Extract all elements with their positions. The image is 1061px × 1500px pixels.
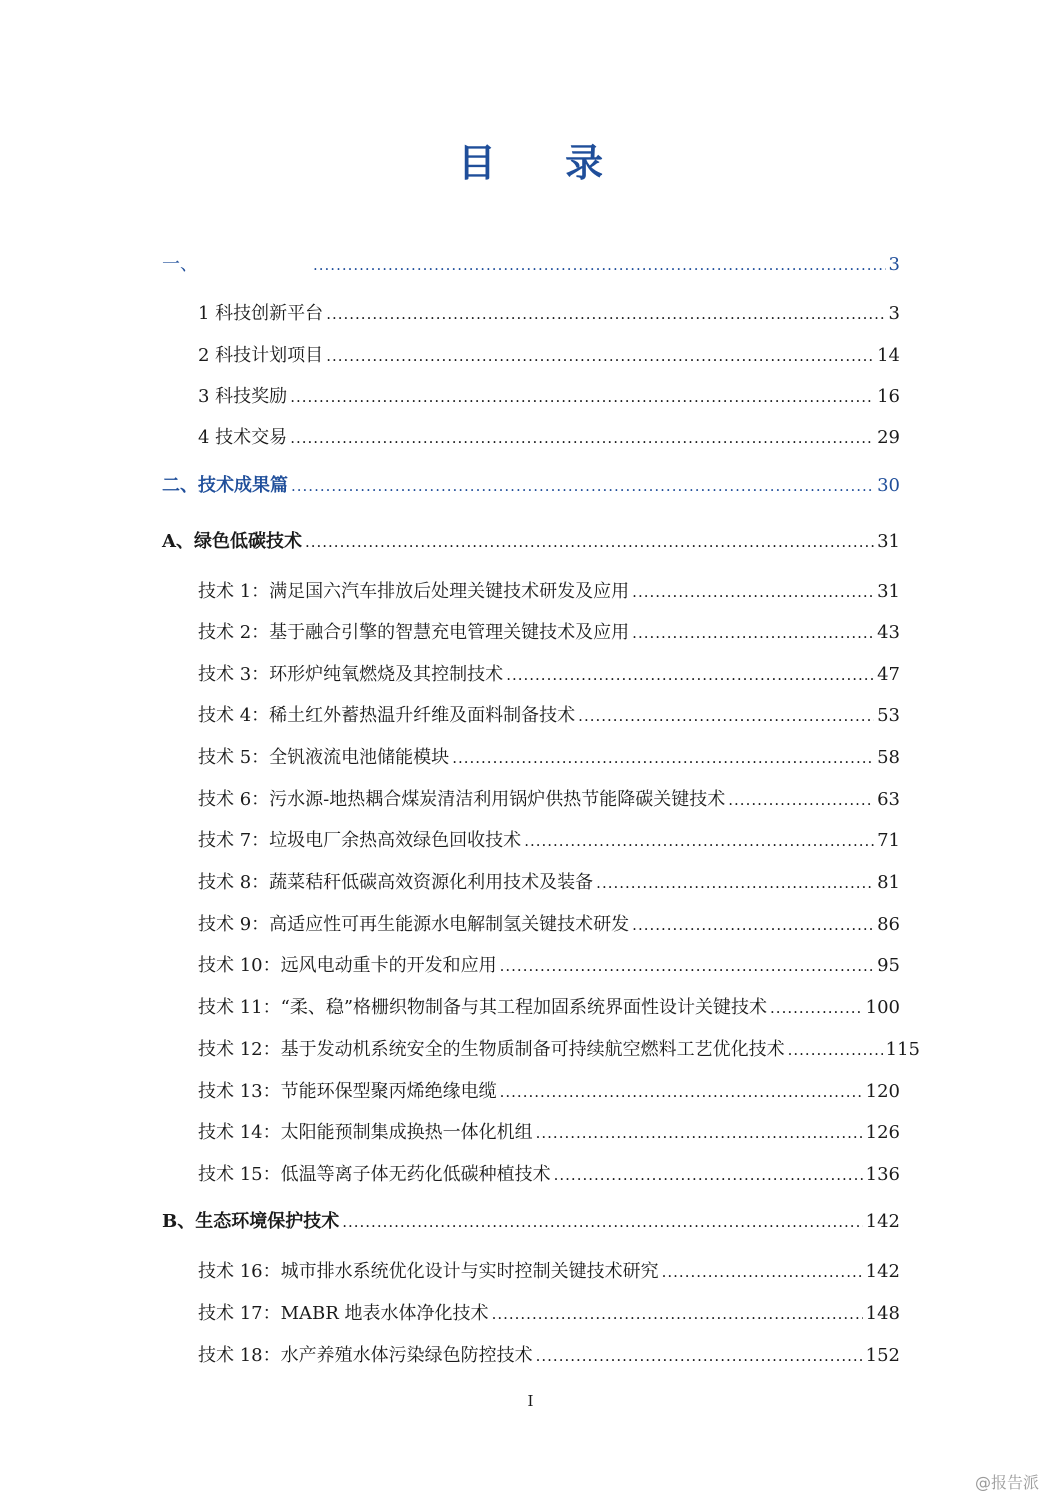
toc-tech-item[interactable] [198, 993, 900, 1019]
toc-leader-dots [578, 707, 874, 725]
toc-entry-label: 技术 6：污水源-地热耦合煤炭清洁利用锅炉供热节能降碳关键技术 [198, 789, 726, 810]
toc-tech-item[interactable] [198, 701, 900, 727]
toc-page-number: 115 [885, 1039, 920, 1060]
toc-category-a[interactable] [162, 527, 900, 553]
toc-tech-item[interactable] [198, 785, 900, 811]
toc-entry-label: 技术 9：高适应性可再生能源水电解制氢关键技术研发 [198, 914, 630, 935]
toc-entry-label: 技术 8：蔬菜秸秆低碳高效资源化利用技术及装备 [198, 872, 594, 893]
toc-tech-item[interactable] [198, 1257, 900, 1283]
toc-tech-item[interactable] [198, 826, 900, 852]
toc-page-number: 3 [888, 303, 900, 324]
toc-leader-dots [305, 533, 874, 551]
toc-section-2[interactable] [162, 471, 900, 497]
toc-leader-dots [290, 429, 874, 447]
toc-section-1[interactable] [162, 250, 900, 276]
toc-leader-dots [452, 749, 874, 767]
toc-tech-item[interactable] [198, 910, 900, 936]
toc-leader-dots [291, 477, 874, 495]
toc-leader-dots [290, 388, 874, 406]
toc-entry-label: 技术 11：“柔、稳”格栅织物制备与其工程加固系统界面性设计关键技术 [198, 997, 768, 1018]
toc-entry-label: 4 技术交易 [198, 427, 288, 448]
toc-page-number: 120 [865, 1081, 900, 1102]
toc-leader-dots [342, 1213, 862, 1231]
toc-leader-dots [326, 347, 874, 365]
toc-entry-label: 二、技术成果篇 [162, 475, 288, 496]
toc-sub-item[interactable] [198, 423, 900, 449]
toc-leader-dots [536, 1347, 863, 1365]
toc-page-number: 14 [877, 345, 900, 366]
toc-page-number: 63 [877, 789, 900, 810]
toc-page-number: 148 [865, 1303, 900, 1324]
toc-page-number: 30 [877, 475, 900, 496]
toc-page-number: 152 [865, 1345, 900, 1366]
toc-page-number: 16 [877, 386, 900, 407]
toc-leader-dots [596, 874, 874, 892]
toc-page-number: 43 [877, 622, 900, 643]
toc-tech-item[interactable] [198, 660, 900, 686]
toc-entry-label: 技术 3：环形炉纯氧燃烧及其控制技术 [198, 664, 504, 685]
toc-tech-item[interactable] [198, 1118, 900, 1144]
toc-page-number: 100 [865, 997, 900, 1018]
toc-tech-item[interactable] [198, 1299, 900, 1325]
page-title: 目 录 [457, 140, 632, 185]
toc-leader-dots [524, 832, 874, 850]
toc-tech-item[interactable] [198, 743, 900, 769]
watermark: @报告派 [975, 1473, 1040, 1492]
toc-page-number: 71 [877, 830, 900, 851]
toc-tech-item[interactable] [198, 1160, 900, 1186]
toc-entry-label: 技术 2：基于融合引擎的智慧充电管理关键技术及应用 [198, 622, 630, 643]
toc-leader-dots [632, 916, 874, 934]
toc-sub-item[interactable] [198, 299, 900, 325]
toc-page-number: 142 [865, 1211, 900, 1232]
toc-leader-dots [492, 1305, 863, 1323]
toc-entry-label: 3 科技奖励 [198, 386, 288, 407]
toc-leader-dots [506, 666, 874, 684]
toc-page-number: 95 [877, 955, 900, 976]
toc-entry-label: 技术 1：满足国六汽车排放后处理关键技术研发及应用 [198, 581, 630, 602]
toc-entry-label: 2 科技计划项目 [198, 345, 324, 366]
toc-entry-label: 技术 13：节能环保型聚丙烯绝缘电缆 [198, 1081, 497, 1102]
toc-leader-dots [632, 583, 874, 601]
toc-leader-dots [326, 305, 885, 323]
toc-page-number: 81 [877, 872, 900, 893]
toc-leader-dots [728, 791, 874, 809]
toc-leader-dots [632, 624, 874, 642]
toc-entry-label: B、生态环境保护技术 [162, 1211, 340, 1232]
toc-tech-item[interactable] [198, 868, 900, 894]
toc-page-number: 31 [877, 581, 900, 602]
toc-entry-label: 技术 12：基于发动机系统安全的生物质制备可持续航空燃料工艺优化技术 [198, 1039, 785, 1060]
toc-tech-item[interactable] [198, 951, 900, 977]
toc-sub-item[interactable] [198, 341, 900, 367]
toc-leader-dots [536, 1124, 863, 1142]
toc-tech-item[interactable] [198, 618, 900, 644]
toc-page-number: 58 [877, 747, 900, 768]
toc-leader-dots [313, 256, 886, 274]
toc-entry-label: 技术 15：低温等离子体无药化低碳种植技术 [198, 1164, 551, 1185]
toc-entry-label: 技术 14：太阳能预制集成换热一体化机组 [198, 1122, 533, 1143]
toc-entry-label: 技术 7：垃圾电厂余热高效绿色回收技术 [198, 830, 522, 851]
toc-page-number: 86 [877, 914, 900, 935]
toc-entry-label: 技术 16：城市排水系统优化设计与实时控制关键技术研究 [198, 1261, 659, 1282]
toc-sub-item[interactable] [198, 382, 900, 408]
toc-leader-dots [662, 1263, 863, 1281]
toc-tech-item[interactable] [198, 1341, 900, 1367]
toc-entry-label: 技术 18：水产养殖水体污染绿色防控技术 [198, 1345, 533, 1366]
toc-tech-item[interactable] [198, 577, 900, 603]
toc-page-number: 126 [865, 1122, 900, 1143]
toc-entry-label: 技术 5：全钒液流电池储能模块 [198, 747, 450, 768]
toc-entry-label: 技术 17：MABR 地表水体净化技术 [198, 1303, 489, 1324]
toc-leader-dots [788, 1041, 883, 1059]
toc-page-number: 53 [877, 705, 900, 726]
toc-leader-dots [500, 1083, 863, 1101]
toc-entry-label: 技术 4：稀土红外蓄热温升纤维及面料制备技术 [198, 705, 576, 726]
toc-entry-label: 1 科技创新平台 [198, 303, 324, 324]
toc-page-number: 3 [888, 254, 900, 275]
toc-category-b[interactable] [162, 1207, 900, 1233]
toc-page-number: 136 [865, 1164, 900, 1185]
toc-entry-label: 技术 10：远风电动重卡的开发和应用 [198, 955, 497, 976]
toc-entry-label: A、绿色低碳技术 [162, 531, 302, 552]
toc-page-number: 29 [877, 427, 900, 448]
toc-page-number: 31 [877, 531, 900, 552]
toc-leader-dots [554, 1166, 863, 1184]
toc-page-number: 142 [865, 1261, 900, 1282]
toc-leader-dots [770, 999, 863, 1017]
toc-leader-dots [500, 957, 874, 975]
toc-tech-item[interactable] [198, 1035, 920, 1061]
toc-entry-label: 一、 [162, 254, 198, 275]
toc-page-number: 47 [877, 664, 900, 685]
toc-tech-item[interactable] [198, 1077, 900, 1103]
page-number-footer: I [527, 1392, 534, 1410]
